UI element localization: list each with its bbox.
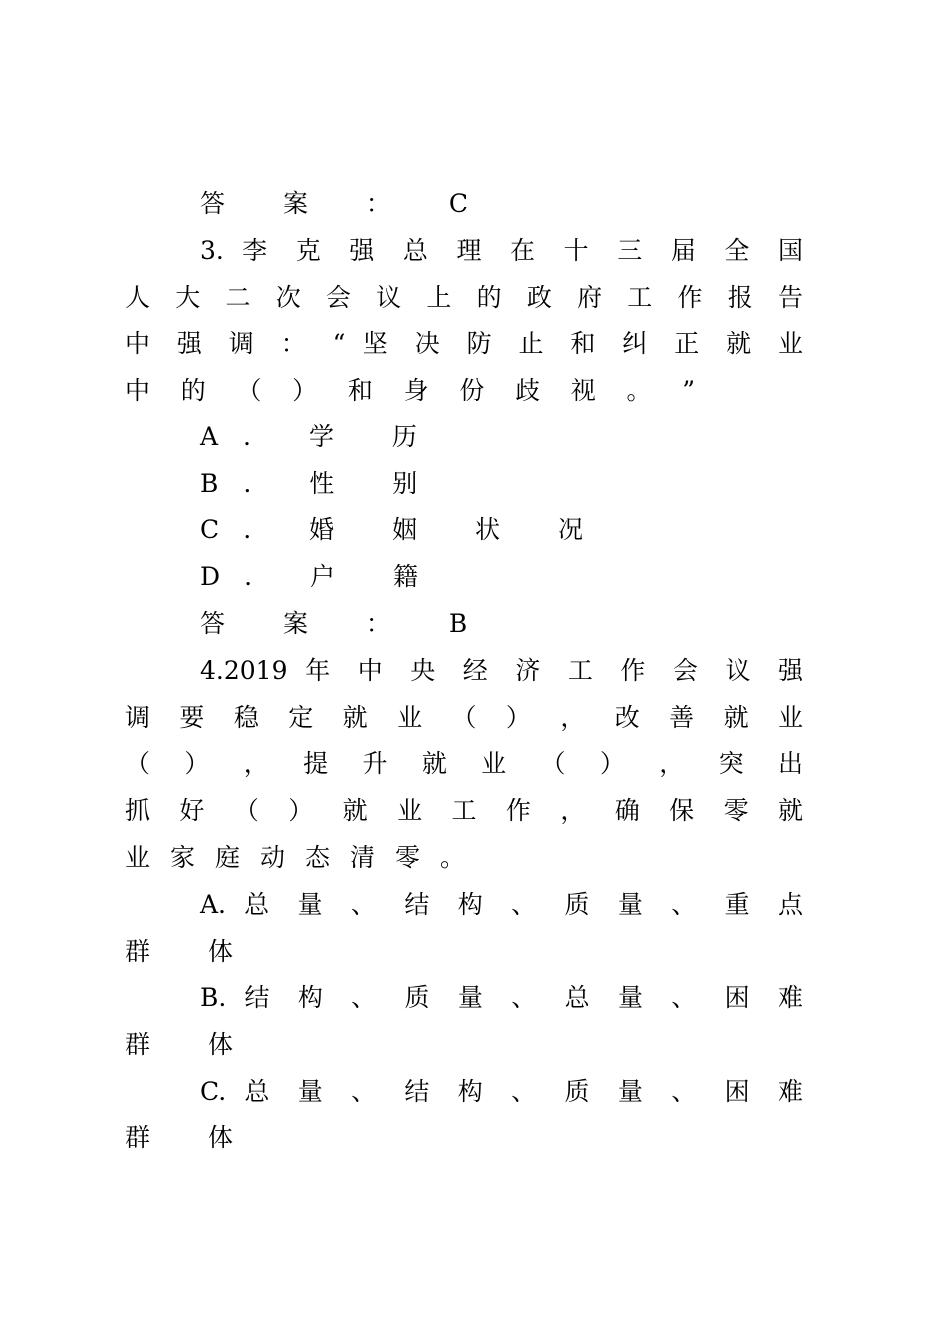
- question-3-line-2: 人 大 二 次 会 议 上 的 政 府 工 作 报 告: [125, 283, 803, 312]
- question-4-line-2: 调 要 稳 定 就 业 （ ） ， 改 善 就 业: [125, 703, 803, 732]
- question-3-line-1: 3. 李 克 强 总 理 在 十 三 届 全 国: [200, 236, 803, 265]
- question-4-line-5: 业 家 庭 动 态 清 零 。: [125, 843, 465, 872]
- answer-2-line: 答 案 ： C: [200, 189, 493, 218]
- q4-option-a-line-1: A. 总 量 、 结 构 、 质 量 、 重 点: [200, 890, 803, 919]
- answer-3-line: 答 案 ： B: [200, 609, 493, 638]
- question-3-line-3: 中 强 调 ： “ 坚 决 防 止 和 纠 正 就 业: [125, 329, 803, 358]
- option-c-line: C. 婚 姻 状 况: [200, 515, 608, 544]
- option-b-line: B. 性 别: [200, 469, 443, 498]
- option-a-line: A. 学 历: [200, 422, 442, 451]
- question-3-line-4: 中 的 （ ） 和 身 份 歧 视 。 ”: [125, 376, 695, 405]
- option-d-line: D. 户 籍: [200, 562, 443, 591]
- question-4-line-3: （ ） ， 提 升 就 业 （ ） ， 突 出: [125, 749, 803, 778]
- question-4-line-4: 抓 好 （ ） 就 业 工 作 ， 确 保 零 就: [125, 796, 803, 825]
- q4-option-c-line-2: 群 体: [125, 1123, 258, 1152]
- q4-option-c-line-1: C. 总 量 、 结 构 、 质 量 、 困 难: [200, 1077, 803, 1106]
- q4-option-b-line-1: B. 结 构 、 质 量 、 总 量 、 困 难: [200, 983, 803, 1012]
- q4-option-b-line-2: 群 体: [125, 1030, 258, 1059]
- question-4-line-1: 4.2019 年 中 央 经 济 工 作 会 议 强: [200, 656, 803, 685]
- q4-option-a-line-2: 群 体: [125, 937, 258, 966]
